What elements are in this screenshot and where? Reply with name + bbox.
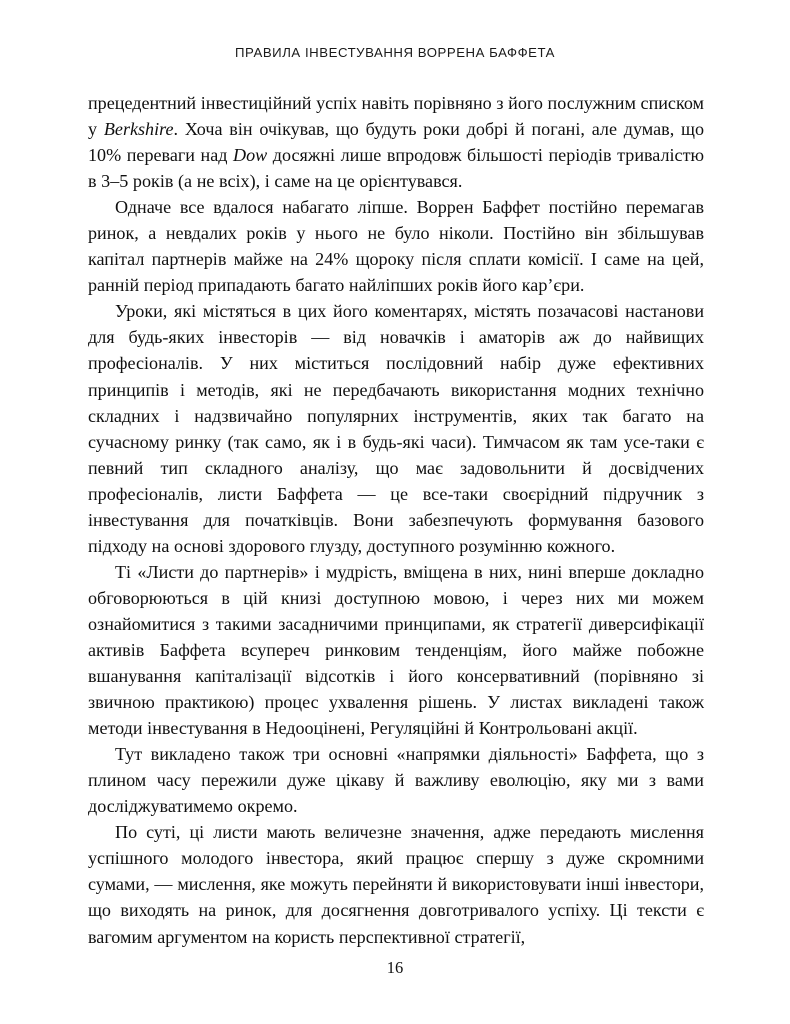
paragraph (88, 819, 704, 949)
text-run: Ті «Листи до партнерів» і мудрість, вміщена в них, нині вперше докладно обговорюються в цій книзі доступною мовою, і через них ми можем ознайомитися з такими засадничими принципами, як стратегії диверсифікації активів Баффета всупереч ринковим тенденціям, його майже побожне вшанування капіталізації відсотків і його консервативний (порівняно зі звичною практикою) процес ухвалення рішень. У листах викладені також методи інвестування в Недооцінені, Регуляційні й Контрольовані акції. (88, 561, 704, 739)
paragraph (88, 559, 704, 741)
text-run: досяжні лише впродовж більшості періодів тривалістю в 3–5 років (а не всіх), і саме на це орієнтувався. (88, 145, 705, 192)
paragraph (88, 194, 704, 298)
paragraph (88, 741, 704, 819)
text-run: По суті, ці листи мають величезне значення, адже передають мислення успішного молодого інвестора, який працює спершу з дуже скромними сумами, — мислення, яке можуть перейняти й використовувати інші інвестори, що виходять на ринок, для досягнення довготривалого успіху. Ці тексти є вагомим аргументом на користь перспективної стратегії, (88, 822, 704, 947)
text-run: . Хоча він очікував, що будуть роки добрі й погані, але думав, що 10% переваги над (88, 119, 705, 166)
text-run: Одначе все вдалося набагато ліпше. Воррен Баффет постійно перемагав ринок, а невдалих років у нього не було ніколи. Постійно він збільшував капітал партнерів майже на 24% щороку після сплати комісії. І саме на цей, ранній період припадають багато найліпших років його кар’єри. (88, 197, 704, 296)
paragraph (88, 298, 704, 558)
italic-term: Berkshire (103, 119, 174, 140)
body-text-block (88, 90, 704, 950)
text-run: прецедентний інвестиційний успіх навіть порівняно з його послужним списком у (88, 93, 704, 140)
running-head: ПРАВИЛА ІНВЕСТУВАННЯ ВОРРЕНА БАФФЕТА (234, 45, 556, 60)
italic-term: Dow (233, 145, 268, 166)
text-run: Уроки, які містяться в цих його коментарях, містять позачасові настанови для будь-яких інвесторів — від новачків і аматорів аж до найвищих професіоналів. У них міститься послідовний набір дуже ефективних принципів і методів, які не передбачають використання модних технічно складних і надзвичайно популярних інструментів, яких так багато на сучасному ринку (так само, як і в будь-які часи). Тимчасом як там усе-таки є певний тип складного аналізу, що має задовольнити й досвідчених професіоналів, листи Баффета — це все-таки своєрідний підручник з інвестування для початківців. Вони забезпечують формування базового підходу на основі здорового глузду, доступного розумінню кожного. (88, 301, 704, 556)
text-run: Тут викладено також три основні «напрямки діяльності» Баффета, що з плином часу пережили дуже цікаву й важливу еволюцію, яку ми з вами досліджуватимемо окремо. (88, 744, 704, 817)
paragraph (88, 90, 704, 194)
page-number: 16 (386, 958, 404, 977)
